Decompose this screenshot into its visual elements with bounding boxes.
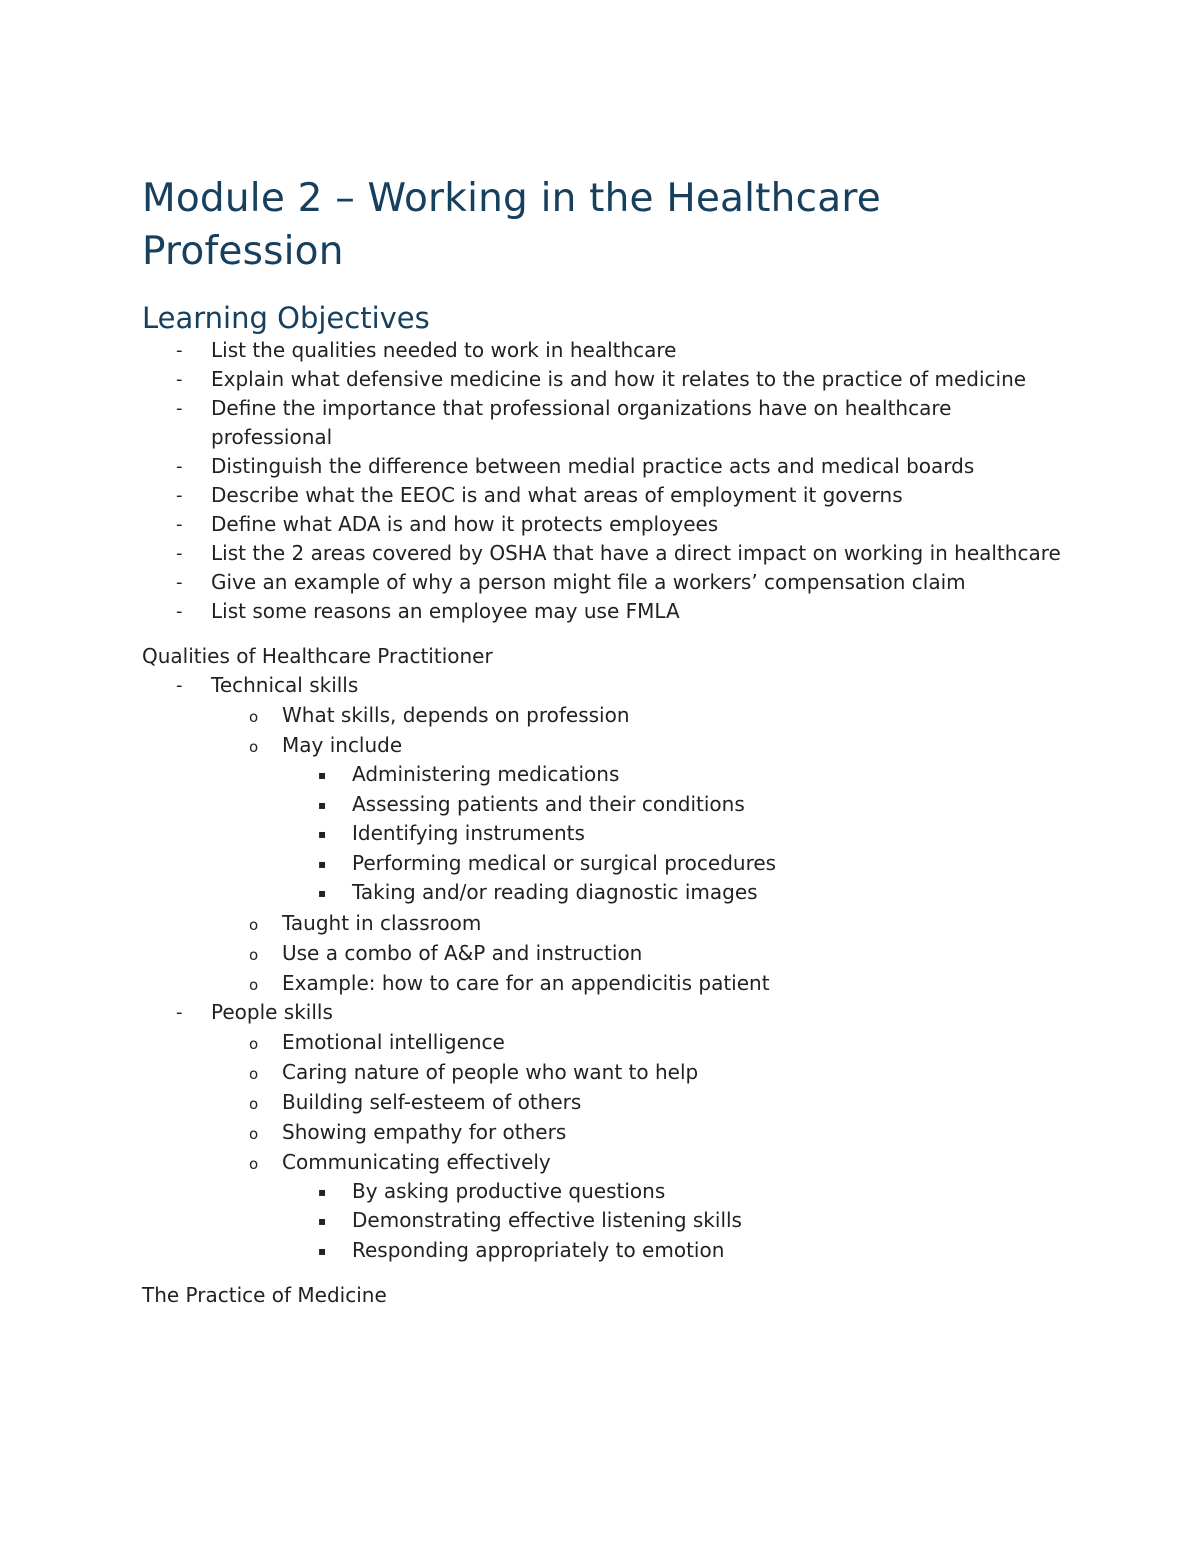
dash-bullet: - (176, 675, 183, 696)
circle-bullet: o (249, 975, 259, 994)
list-item: - Explain what defensive medicine is and how it relates to the practice of medicine (142, 365, 1062, 394)
dash-bullet: - (176, 1001, 183, 1023)
dash-bullet: - (176, 543, 183, 564)
list-item: ▪ Assessing patients and their conditions (142, 790, 1062, 820)
list-item: o Showing empathy for others (142, 1117, 1062, 1147)
list-item: o May include (142, 730, 1062, 760)
dash-bullet: - (176, 456, 183, 477)
square-bullet: ▪ (318, 768, 327, 782)
list-item: o Caring nature of people who want to help (142, 1057, 1062, 1087)
list-item: - List the qualities needed to work in healthcare (142, 336, 1062, 365)
list-item: o What skills, depends on profession (142, 700, 1062, 730)
circle-bullet: o (249, 1064, 259, 1083)
dash-bullet: - (176, 369, 183, 390)
circle-bullet: o (249, 738, 259, 756)
list-item: - Give an example of why a person might file a workers’ compensation claim (142, 568, 1062, 597)
circle-bullet: o (249, 708, 259, 726)
dash-bullet: - (176, 485, 183, 506)
list-item: - Distinguish the difference between medial practice acts and medical boards (142, 452, 1062, 481)
list-item: - List the 2 areas covered by OSHA that have a direct impact on working in healthcare (142, 539, 1062, 568)
list-item: o Building self-esteem of others (142, 1087, 1062, 1117)
circle-bullet: o (249, 1094, 259, 1113)
title-line-1: Module 2 – Working in the Healthcare (142, 176, 881, 221)
qualities-heading: Qualities of Healthcare Practitioner (142, 644, 493, 668)
circle-bullet: o (249, 1034, 259, 1053)
list-item: - List some reasons an employee may use FMLA (142, 597, 1062, 626)
list-item: - Describe what the EEOC is and what areas of employment it governs (142, 481, 1062, 510)
square-bullet: ▪ (318, 1184, 327, 1199)
dash-bullet: - (176, 340, 183, 361)
list-item: ▪ Administering medications (142, 760, 1062, 790)
practice-heading: The Practice of Medicine (142, 1283, 387, 1307)
objectives-list (142, 336, 1062, 626)
dash-bullet: - (176, 572, 183, 593)
list-item: ▪ Demonstrating effective listening skills (142, 1206, 1062, 1236)
circle-bullet: o (249, 1124, 259, 1143)
circle-bullet: o (249, 945, 259, 964)
list-item: - Define what ADA is and how it protects employees (142, 510, 1062, 539)
square-bullet: ▪ (318, 886, 327, 900)
dash-bullet: - (176, 398, 183, 419)
list-item: ▪ Identifying instruments (142, 819, 1062, 849)
circle-bullet: o (249, 1154, 259, 1173)
list-item: ▪ By asking productive questions (142, 1177, 1062, 1207)
list-item: o Use a combo of A&P and instruction (142, 938, 1062, 968)
list-item: - People skills (142, 998, 1062, 1027)
list-item: o Emotional intelligence (142, 1027, 1062, 1057)
list-item: ▪ Taking and/or reading diagnostic images (142, 878, 1062, 908)
learning-objectives-heading: Learning Objectives (142, 301, 430, 335)
document-page (142, 172, 1062, 1310)
square-bullet: ▪ (318, 827, 327, 841)
document-title (142, 172, 1062, 278)
dash-bullet: - (176, 601, 183, 622)
list-item: o Communicating effectively (142, 1147, 1062, 1177)
qualities-list (142, 671, 1062, 1265)
square-bullet: ▪ (318, 1214, 327, 1228)
list-item: ▪ Performing medical or surgical procedures (142, 849, 1062, 879)
list-item: ▪ Responding appropriately to emotion (142, 1236, 1062, 1266)
square-bullet: ▪ (318, 797, 327, 812)
square-bullet: ▪ (318, 1243, 327, 1258)
list-item: o Taught in classroom (142, 908, 1062, 938)
list-item: - Technical skills (142, 671, 1062, 700)
list-item: o Example: how to care for an appendicitis patient (142, 968, 1062, 998)
square-bullet: ▪ (318, 856, 327, 871)
title-line-2: Profession (142, 229, 344, 274)
list-item: - Define the importance that professional organizations have on healthcare professional (176, 396, 952, 449)
circle-bullet: o (249, 915, 259, 934)
dash-bullet: - (176, 514, 183, 535)
